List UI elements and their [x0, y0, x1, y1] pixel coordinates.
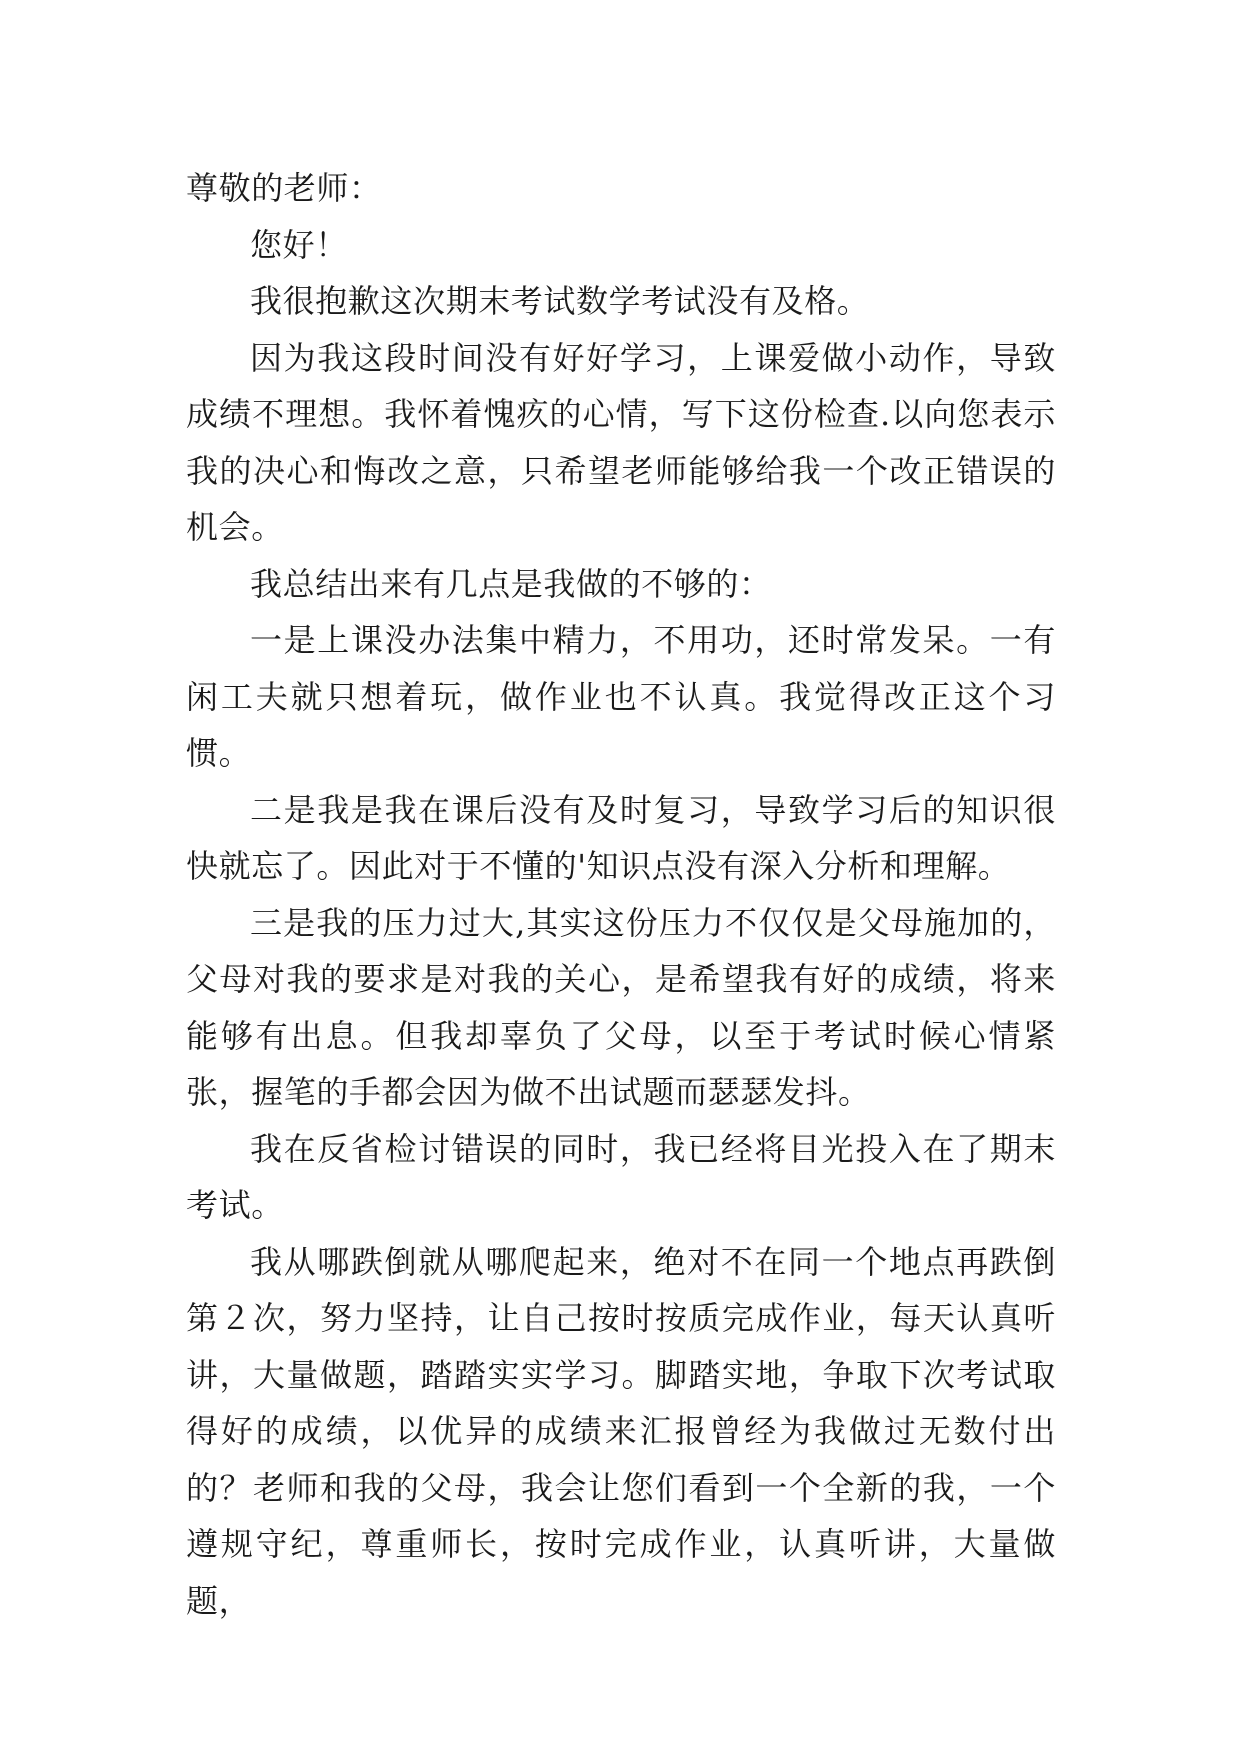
- salutation: 尊敬的老师：: [186, 169, 382, 207]
- paragraph-point-three: 三是我的压力过大,其实这份压力不仅仅是父母施加的，父母对我的要求是对我的关心，是希望我有好的成绩，将来能够有出息。但我却辜负了父母，以至于考试时候心情紧张，握笔的手都会因为做不出试题而瑟瑟发抖。: [186, 903, 1056, 1111]
- paragraph-reflection: 我在反省检讨错误的同时，我已经将目光投入在了期末考试。: [186, 1129, 1056, 1224]
- letter-body: [186, 160, 1056, 1629]
- paragraph-summary-intro: 我总结出来有几点是我做的不够的：: [250, 564, 772, 603]
- paragraph-point-one: 一是上课没办法集中精力，不用功，还时常发呆。一有闲工夫就只想着玩，做作业也不认真。我觉得改正这个习惯。: [186, 621, 1056, 772]
- paragraph-point-two: 二是我是我在课后没有及时复习，导致学习后的知识很快就忘了。因此对于不懂的'知识点没有深入分析和理解。: [186, 790, 1056, 885]
- paragraph-apology: 我很抱歉这次期末考试数学考试没有及格。: [250, 282, 870, 320]
- greeting: 您好！: [250, 225, 348, 264]
- paragraph-reason: 因为我这段时间没有好好学习，上课爱做小动作，导致成绩不理想。我怀着愧疚的心情，写下这份检查.以向您表示我的决心和悔改之意，只希望老师能够给我一个改正错误的机会。: [186, 338, 1056, 546]
- paragraph-commitment: 我从哪跌倒就从哪爬起来，绝对不在同一个地点再跌倒第２次，努力坚持，让自己按时按质完成作业，每天认真听讲，大量做题，踏踏实实学习。脚踏实地，争取下次考试取得好的成绩，以优异的成绩来汇报曾经为我做过无数付出的？老师和我的父母，我会让您们看到一个全新的我，一个遵规守纪，尊重师长，按时完成作业，认真听讲，大量做题，: [186, 1242, 1056, 1620]
